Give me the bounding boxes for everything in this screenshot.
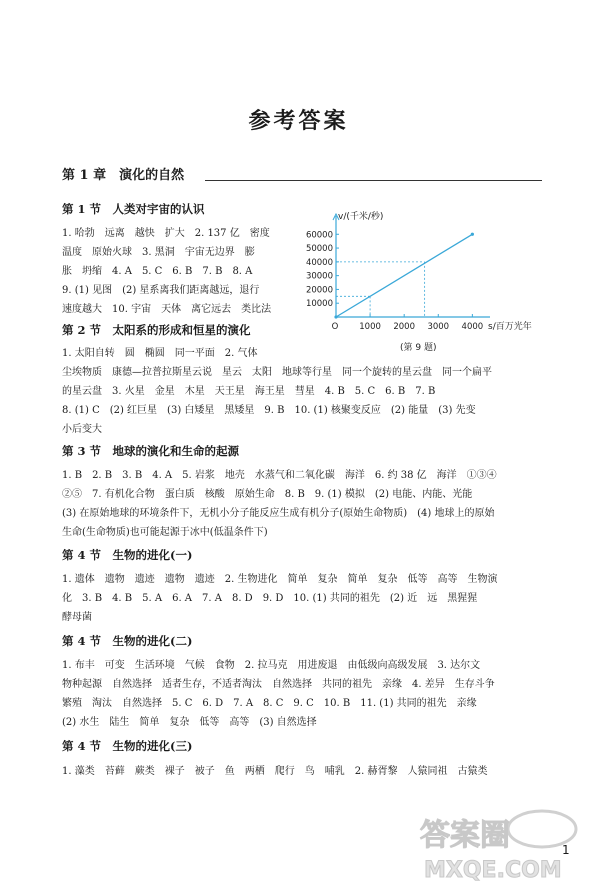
data-point xyxy=(334,315,337,318)
chart-x-axis-label: s/百万光年 xyxy=(488,322,532,332)
x-tick-label: 3000 xyxy=(427,322,450,332)
chapter-heading: 第 1 章 演化的自然 xyxy=(62,168,185,183)
section-heading-3: 第 3 节 地球的演化和生命的起源 xyxy=(62,444,240,458)
chart-series xyxy=(334,233,474,319)
y-tick-label: 10000 xyxy=(305,299,333,310)
y-tick-label: 40000 xyxy=(305,257,333,268)
x-tick-label: 2000 xyxy=(393,322,416,332)
origin-label: O xyxy=(331,322,339,332)
section-heading-1: 第 1 节 人类对宇宙的认识 xyxy=(62,202,205,216)
answer-line: 1. B 2. B 3. B 4. A 5. 岩浆 地壳 水蒸气和二氧化碳 海洋 6. 约 38 亿 海洋 ①③④ xyxy=(62,470,497,481)
section-heading-2: 第 2 节 太阳系的形成和恒星的演化 xyxy=(62,323,251,337)
series-line xyxy=(336,234,472,317)
svg-text:答案圈: 答案圈 xyxy=(420,818,510,853)
page-number: 1 xyxy=(562,843,570,857)
svg-text:MXQE.COM: MXQE.COM xyxy=(424,858,562,883)
answer-line: 温度 原始火球 3. 黑洞 宇宙无边界 膨 xyxy=(62,247,255,258)
answer-line: 物种起源 自然选择 适者生存，不适者淘汰 自然选择 共同的祖先 亲缘 4. 差异 生存斗争 xyxy=(62,679,495,690)
chart-axes xyxy=(306,214,490,332)
answer-line: ②⑤ 7. 有机化合物 蛋白质 核酸 原始生命 8. B 9. (1) 模拟 (2) 电能、内能、光能 xyxy=(62,489,473,500)
answer-line: 1. 布丰 可变 生活环境 气候 食物 2. 拉马克 用进废退 由低级向高级发展 3. 达尔文 xyxy=(62,660,481,671)
y-tick-label: 50000 xyxy=(305,244,333,255)
answer-line: 1. 遗体 遗物 遗迹 遗物 遗迹 2. 生物进化 简单 复杂 简单 复杂 低等 高等 生物演 xyxy=(62,574,498,585)
answer-line: (2) 水生 陆生 简单 复杂 低等 高等 (3) 自然选择 xyxy=(62,717,317,728)
answer-line: (3) 在原始地球的环境条件下，无机小分子能反应生成有机分子(原始生命物质) (4) 地球上的原始 xyxy=(62,508,495,519)
section-body-3 xyxy=(62,466,497,542)
x-tick-label: 1000 xyxy=(359,322,381,332)
page-title: 参考答案 xyxy=(248,108,349,134)
section-body-5 xyxy=(62,656,495,732)
velocity-distance-chart xyxy=(296,204,546,356)
answer-line: 9. (1) 见图 (2) 星系离我们距离越远，退行 xyxy=(62,285,260,296)
chart-caption: (第 9 题) xyxy=(400,343,437,353)
answer-line: 的星云盘 3. 火星 金星 木星 天王星 海王星 彗星 4. B 5. C 6. B 7. B xyxy=(62,386,436,397)
section-body-1 xyxy=(62,224,271,319)
answer-line: 生命(生命物质)也可能起源于冰中(低温条件下) xyxy=(62,527,268,538)
section-body-2 xyxy=(62,344,492,439)
chart-y-axis-label: v/(千米/秒) xyxy=(338,212,384,222)
answer-line: 小后变大 xyxy=(62,424,102,435)
answer-line: 1. 太阳自转 圆 椭圆 同一平面 2. 气体 xyxy=(62,348,258,359)
answer-line: 胀 坍缩 4. A 5. C 6. B 7. B 8. A xyxy=(62,266,253,277)
chapter-rule xyxy=(205,180,542,181)
answer-line: 酵母菌 xyxy=(62,612,92,623)
y-tick-label: 20000 xyxy=(305,285,333,296)
data-point xyxy=(471,233,474,236)
answer-line: 化 3. B 4. B 5. A 6. A 7. A 8. D 9. D 10. (1) 共同的祖先 (2) 近 远 黑猩猩 xyxy=(62,593,478,604)
watermark-logo xyxy=(412,805,587,885)
answer-line: 1. 哈勃 远离 越快 扩大 2. 137 亿 密度 xyxy=(62,228,270,239)
y-tick-label: 30000 xyxy=(305,271,333,282)
section-heading-4: 第 4 节 生物的进化(一) xyxy=(62,548,193,562)
answer-line: 8. (1) C (2) 红巨星 (3) 白矮星 黑矮星 9. B 10. (1) 核聚变反应 (2) 能量 (3) 先变 xyxy=(62,405,476,416)
section-body-6 xyxy=(62,762,487,781)
section-heading-6: 第 4 节 生物的进化(三) xyxy=(62,739,193,753)
answer-line: 繁殖 淘汰 自然选择 5. C 6. D 7. A 8. C 9. C 10. B 11. (1) 共同的祖先 亲缘 xyxy=(62,698,477,709)
section-body-4 xyxy=(62,570,497,627)
section-heading-5: 第 4 节 生物的进化(二) xyxy=(62,634,193,648)
answer-line: 1. 藻类 苔藓 蕨类 裸子 被子 鱼 两栖 爬行 鸟 哺乳 2. 赫胥黎 人猿同祖 古猿类 xyxy=(62,766,488,777)
x-tick-label: 4000 xyxy=(461,322,484,332)
answer-line: 速度越大 10. 宇宙 天体 离它远去 类比法 xyxy=(62,304,272,315)
answer-line: 尘埃物质 康德—拉普拉斯星云说 星云 太阳 地球等行星 同一个旋转的星云盘 同一个扁平 xyxy=(62,367,492,378)
y-tick-label: 60000 xyxy=(305,230,333,241)
